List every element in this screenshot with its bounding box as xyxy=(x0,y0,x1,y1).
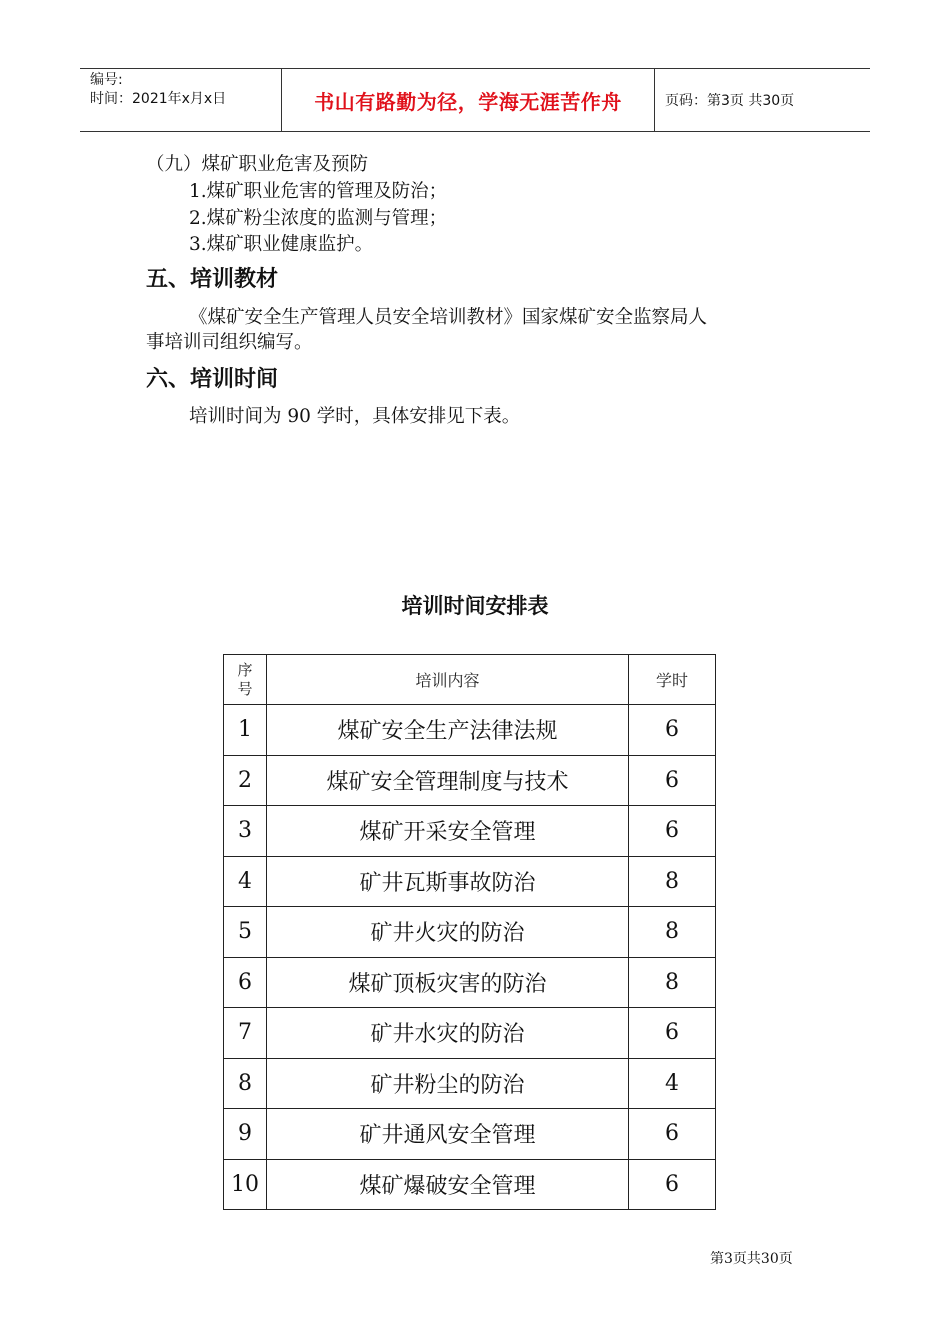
row-content: 矿井火灾的防治 xyxy=(267,907,629,958)
table-header-row xyxy=(224,655,716,705)
table-row xyxy=(224,957,716,1008)
row-hours: 6 xyxy=(629,1008,716,1059)
row-content: 矿井通风安全管理 xyxy=(267,1109,629,1160)
row-hours: 8 xyxy=(629,856,716,907)
section-five-para-line2: 事培训司组织编写。 xyxy=(146,332,313,353)
section-nine-item-1: 1.煤矿职业危害的管理及防治； xyxy=(189,181,448,202)
page-header xyxy=(80,68,870,132)
page-footer: 第3页共30页 xyxy=(710,1251,793,1267)
section-nine-item-2: 2.煤矿粉尘浓度的监测与管理； xyxy=(189,208,448,229)
header-hours: 学时 xyxy=(629,655,716,705)
table-row xyxy=(224,705,716,756)
row-content: 煤矿顶板灾害的防治 xyxy=(267,957,629,1008)
row-content: 煤矿安全管理制度与技术 xyxy=(267,755,629,806)
schedule-title: 培训时间安排表 xyxy=(401,594,549,618)
row-no: 8 xyxy=(224,1058,267,1109)
section-five-heading: 五、培训教材 xyxy=(146,267,279,292)
table-row xyxy=(224,1109,716,1160)
row-hours: 6 xyxy=(629,705,716,756)
row-hours: 4 xyxy=(629,1058,716,1109)
header-no: 序号 xyxy=(224,655,267,705)
row-hours: 6 xyxy=(629,1109,716,1160)
row-no: 6 xyxy=(224,957,267,1008)
row-no: 10 xyxy=(224,1159,267,1210)
row-hours: 6 xyxy=(629,755,716,806)
row-no: 5 xyxy=(224,907,267,958)
row-content: 矿井水灾的防治 xyxy=(267,1008,629,1059)
section-six-para: 培训时间为 90 学时，具体安排见下表。 xyxy=(189,406,521,427)
table-row xyxy=(224,755,716,806)
table-row xyxy=(224,1058,716,1109)
row-hours: 6 xyxy=(629,1159,716,1210)
row-content: 煤矿开采安全管理 xyxy=(267,806,629,857)
table-row xyxy=(224,907,716,958)
row-no: 2 xyxy=(224,755,267,806)
row-no: 3 xyxy=(224,806,267,857)
section-nine-item-3: 3.煤矿职业健康监护。 xyxy=(189,234,374,255)
row-no: 9 xyxy=(224,1109,267,1160)
section-nine-title: （九）煤矿职业危害及预防 xyxy=(146,154,369,175)
section-five-para-line1: 《煤矿安全生产管理人员安全培训教材》国家煤矿安全监察局人 xyxy=(189,307,708,328)
table-row xyxy=(224,1159,716,1210)
table-row xyxy=(224,1008,716,1059)
row-content: 矿井瓦斯事故防治 xyxy=(267,856,629,907)
header-page-info: 页码：第3页 共30页 xyxy=(665,93,795,109)
row-no: 7 xyxy=(224,1008,267,1059)
header-content: 培训内容 xyxy=(267,655,629,705)
row-hours: 6 xyxy=(629,806,716,857)
table-row xyxy=(224,806,716,857)
header-meta xyxy=(80,69,282,131)
row-no: 1 xyxy=(224,705,267,756)
table-row xyxy=(224,856,716,907)
row-content: 煤矿安全生产法律法规 xyxy=(267,705,629,756)
code-label: 编号: xyxy=(90,72,123,88)
header-motto: 书山有路勤为径，学海无涯苦作舟 xyxy=(282,69,655,131)
row-content: 矿井粉尘的防治 xyxy=(267,1058,629,1109)
date-line: 时间：2021年x月x日 xyxy=(90,91,227,107)
row-no: 4 xyxy=(224,856,267,907)
row-hours: 8 xyxy=(629,957,716,1008)
row-hours: 8 xyxy=(629,907,716,958)
row-content: 煤矿爆破安全管理 xyxy=(267,1159,629,1210)
schedule-table xyxy=(223,654,716,1210)
section-six-heading: 六、培训时间 xyxy=(146,367,279,392)
